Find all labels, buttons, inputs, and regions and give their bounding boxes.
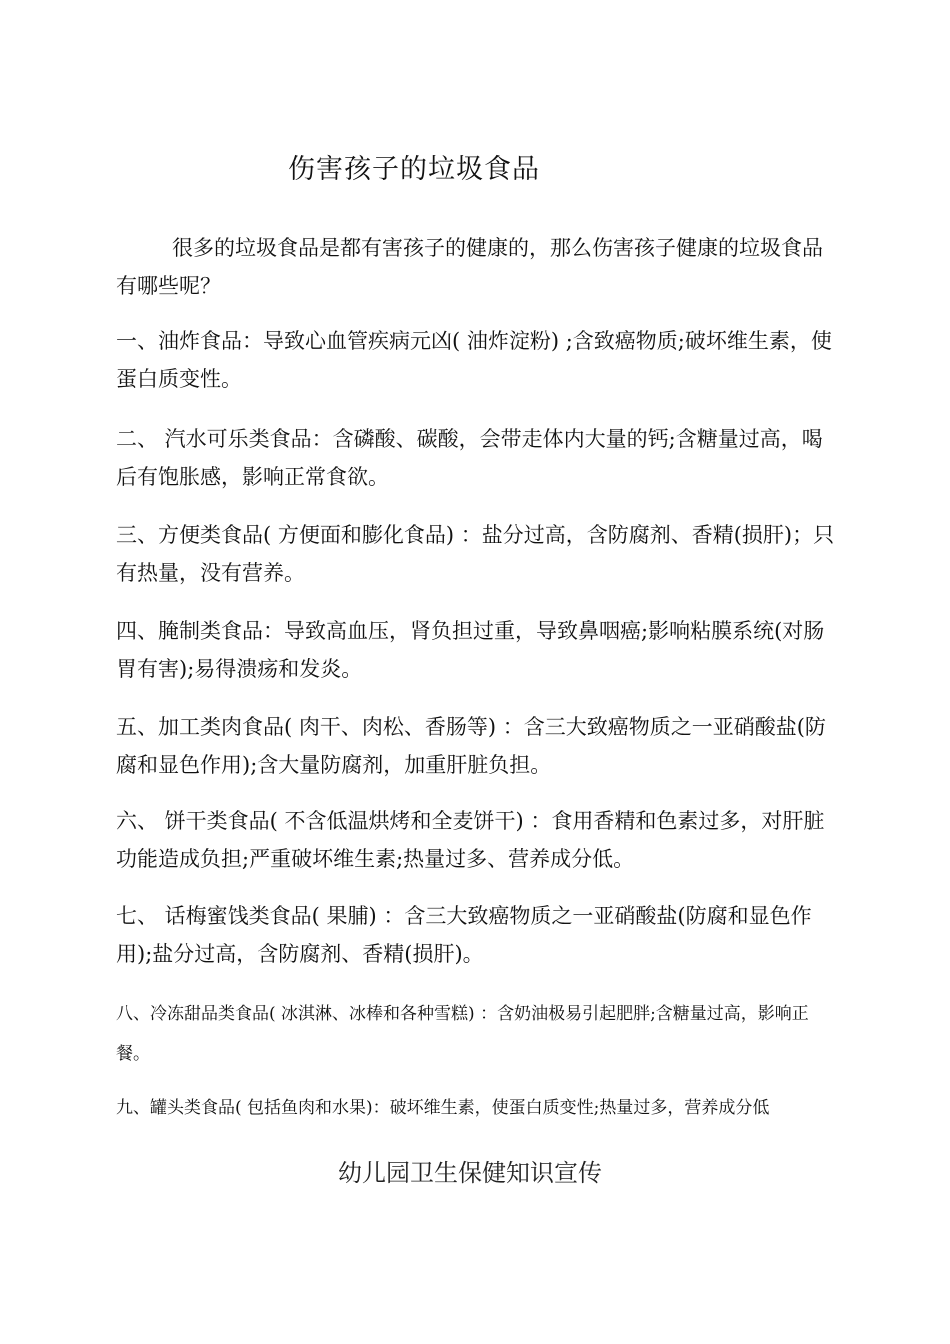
document-title: 伤害孩子的垃圾食品 — [288, 154, 540, 185]
intro-paragraph: 很多的垃圾食品是都有害孩子的健康的，那么伤害孩子健康的垃圾食品有哪些呢？ — [116, 236, 823, 298]
document-footer: 幼儿园卫生保健知识宣传 — [338, 1159, 602, 1187]
item-paragraph-3: 三、方便类食品( 方便面和膨化食品) ：盐分过高，含防腐剂、香精(损肝)；只有热量，没有营养。 — [116, 523, 835, 585]
item-paragraph-1: 一、油炸食品：导致心血管疾病元凶( 油炸淀粉) ;含致癌物质;破坏维生素，使蛋白质变性。 — [116, 329, 832, 391]
item-paragraph-8: 八、冷冻甜品类食品( 冰淇淋、冰棒和各种雪糕) ：含奶油极易引起肥胖;含糖量过高，影响正餐。 — [116, 1004, 809, 1064]
item-paragraph-6: 六、 饼干类食品( 不含低温烘烤和全麦饼干) ：食用香精和色素过多，对肝脏功能造成负担;严重破坏维生素;热量过多、营养成分低。 — [116, 809, 825, 871]
item-paragraph-5: 五、加工类肉食品( 肉干、肉松、香肠等) ：含三大致癌物质之一亚硝酸盐(防腐和显色作用);含大量防腐剂，加重肝脏负担。 — [116, 715, 826, 777]
item-paragraph-7: 七、 话梅蜜饯类食品( 果脯) ：含三大致癌物质之一亚硝酸盐(防腐和显色作用);盐分过高，含防腐剂、香精(损肝)。 — [116, 904, 812, 966]
item-paragraph-4: 四、腌制类食品：导致高血压，肾负担过重，导致鼻咽癌;影响粘膜系统(对肠胃有害);易得溃疡和发炎。 — [116, 619, 825, 681]
item-paragraph-2: 二、 汽水可乐类食品：含磷酸、碳酸，会带走体内大量的钙;含糖量过高，喝后有饱胀感，影响正常食欲。 — [116, 427, 823, 489]
item-paragraph-9: 九、罐头类食品( 包括鱼肉和水果)：破坏维生素，使蛋白质变性;热量过多，营养成分低 — [116, 1098, 770, 1118]
